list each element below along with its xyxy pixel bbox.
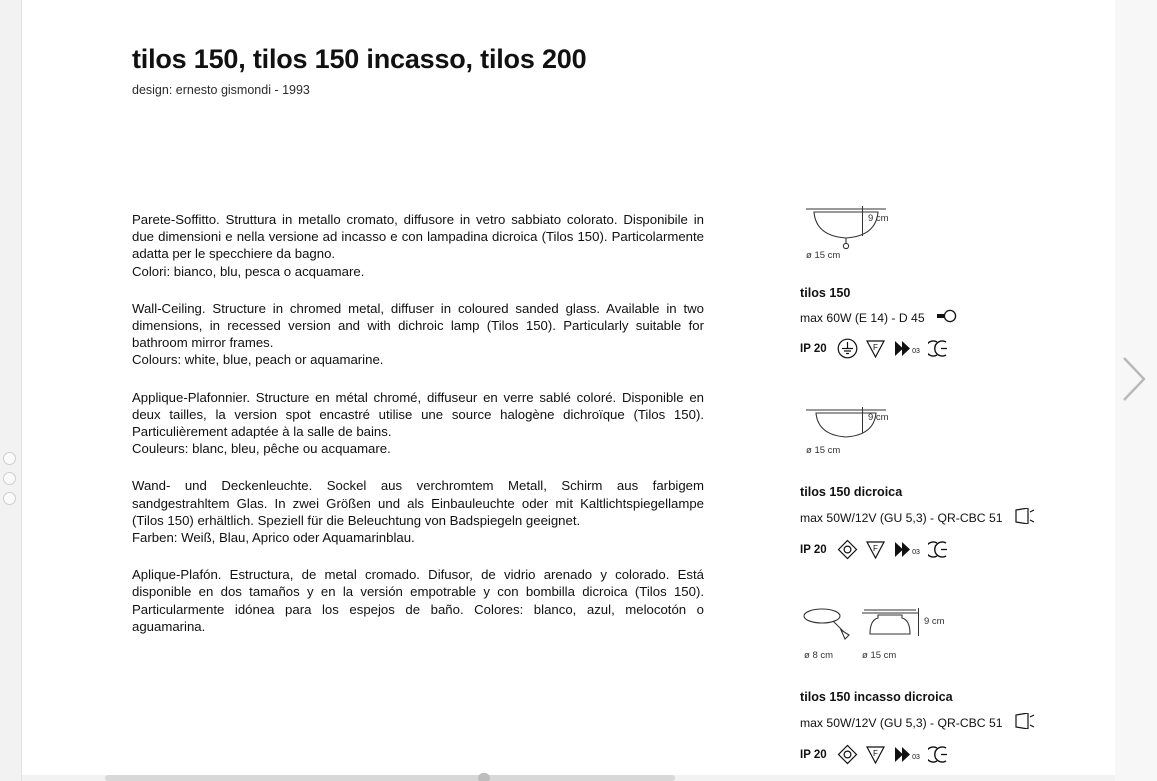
svg-text:F: F <box>872 544 878 553</box>
paragraph-de: Wand- und Deckenleuchte. Sockel aus verchromtem Metall, Schirm aus farbigem sandgestrahltem Glas. In zwei Größen und als Einbauleuchte oder mit Kaltlichtspiegellampe (Tilos 150) erhältlich. Speziell für die Beleuchtung von Badspiegeln geeignet. Farben: Weiß, Blau, Aprico oder Aquamarinblau. <box>132 478 704 546</box>
f-mark-icon <box>865 539 886 560</box>
dichroic-lamp-icon <box>1013 508 1035 527</box>
product-spec-text: max 50W/12V (GU 5,3) - QR-CBC 51 <box>800 715 1003 730</box>
ip-rating-label: IP 20 <box>800 748 827 761</box>
03-mark-icon <box>893 539 921 560</box>
ce-mark-icon <box>928 539 952 560</box>
ip-rating-label: IP 20 <box>800 342 827 355</box>
ce-mark-icon <box>928 744 952 765</box>
left-page-rail <box>0 0 22 781</box>
product-spec-text: max 60W (E 14) - D 45 <box>800 310 925 325</box>
page-title: tilos 150, tilos 150 incasso, tilos 200 <box>132 44 587 74</box>
product-spec <box>800 713 1100 732</box>
svg-text:03: 03 <box>911 348 920 355</box>
product-block-tilos-150 <box>800 200 1100 359</box>
figure-height-label: 9 cm <box>868 412 889 423</box>
bulb-e14-icon <box>935 309 957 326</box>
product-block-tilos-150-dicroica <box>800 401 1100 560</box>
scrollbar-thumb[interactable] <box>478 773 490 781</box>
figure-height-label: 9 cm <box>924 616 945 627</box>
product-spec <box>800 508 1100 527</box>
lamp-drawing-icon <box>800 200 910 250</box>
figure-tilos-150-dicroica <box>800 401 1100 457</box>
chevron-right-icon[interactable] <box>1120 355 1148 403</box>
page-subtitle: design: ernesto gismondi - 1993 <box>132 83 310 97</box>
figure-width-label: ø 15 cm <box>806 250 841 261</box>
rail-dot-2[interactable] <box>3 472 16 485</box>
svg-text:03: 03 <box>911 754 920 761</box>
class-iii-icon <box>837 744 858 765</box>
figure-width-label-small: ø 8 cm <box>804 650 834 661</box>
lamp-drawing-icon <box>800 401 910 447</box>
paragraph-es: Aplique-Plafón. Estructura, de metal cromado. Difusor, de vidrio arenado y colorado. Está disponible en dos tamaños y en la versión empotrable y con bombilla dicroica (Tilos 150). Particularmente idónea para los espejos de baño. Colores: blanco, azul, melocotón o aguamarina. <box>132 567 704 634</box>
figure-tilos-150-incasso <box>800 604 1100 660</box>
product-spec <box>800 309 1100 326</box>
product-name: tilos 150 incasso dicroica <box>800 690 953 704</box>
f-mark-icon <box>865 338 886 359</box>
product-spec-text: max 50W/12V (GU 5,3) - QR-CBC 51 <box>800 510 1003 525</box>
product-name: tilos 150 <box>800 286 851 300</box>
paragraph-en: Wall-Ceiling. Structure in chromed metal, diffuser in coloured sanded glass. Available in two dimensions, in recessed version and with dichroic lamp (Tilos 150). Particularly suitable for bathroom mirror frames. Colours: white, blue, peach or aquamarine. <box>132 300 704 368</box>
paragraph-fr: Applique-Plafonnier. Structure en métal chromé, diffuseur en verre sablé coloré. Disponible en deux tailles, la version spot encastré utilise une source halogène dichroïque (Tilos 150). Particulièrement adaptée à la salle de bains. Couleurs: blanc, bleu, pêche ou acquamare. <box>132 389 704 457</box>
svg-text:03: 03 <box>911 549 920 556</box>
dichroic-lamp-icon <box>1013 713 1035 732</box>
recessed-lamp-drawing-icon <box>800 604 960 652</box>
certification-row <box>800 338 1100 359</box>
horizontal-scrollbar[interactable] <box>105 775 675 781</box>
f-mark-icon <box>865 744 886 765</box>
figure-width-label: ø 15 cm <box>862 650 897 661</box>
rail-dot-1[interactable] <box>3 452 16 465</box>
03-mark-icon <box>893 338 921 359</box>
description-column <box>132 211 704 635</box>
product-name: tilos 150 dicroica <box>800 485 903 499</box>
class-iii-icon <box>837 539 858 560</box>
ip-rating-label: IP 20 <box>800 543 827 556</box>
figure-height-label: 9 cm <box>868 213 889 224</box>
certification-row <box>800 539 1100 560</box>
paragraph-it: Parete-Soffitto. Struttura in metallo cromato, diffusore in vetro sabbiato colorato. Disponibile in due dimensioni e nella versione ad incasso e con lampadina dicroica (Tilos 150). Particolarmente adatta per le specchiere da bagno. Colori: bianco, blu, pesca o acquamare. <box>132 212 704 279</box>
certification-row <box>800 744 1100 765</box>
rail-dot-3[interactable] <box>3 492 16 505</box>
svg-text:F: F <box>872 749 878 758</box>
document-page <box>22 0 1115 775</box>
technical-column <box>800 200 1100 781</box>
03-mark-icon <box>893 744 921 765</box>
ce-mark-icon <box>928 338 952 359</box>
svg-text:F: F <box>872 343 878 352</box>
figure-width-label: ø 15 cm <box>806 445 841 456</box>
class-ii-earth-icon <box>837 338 858 359</box>
product-block-tilos-150-incasso-dicroica <box>800 604 1100 765</box>
figure-tilos-150 <box>800 200 1100 261</box>
